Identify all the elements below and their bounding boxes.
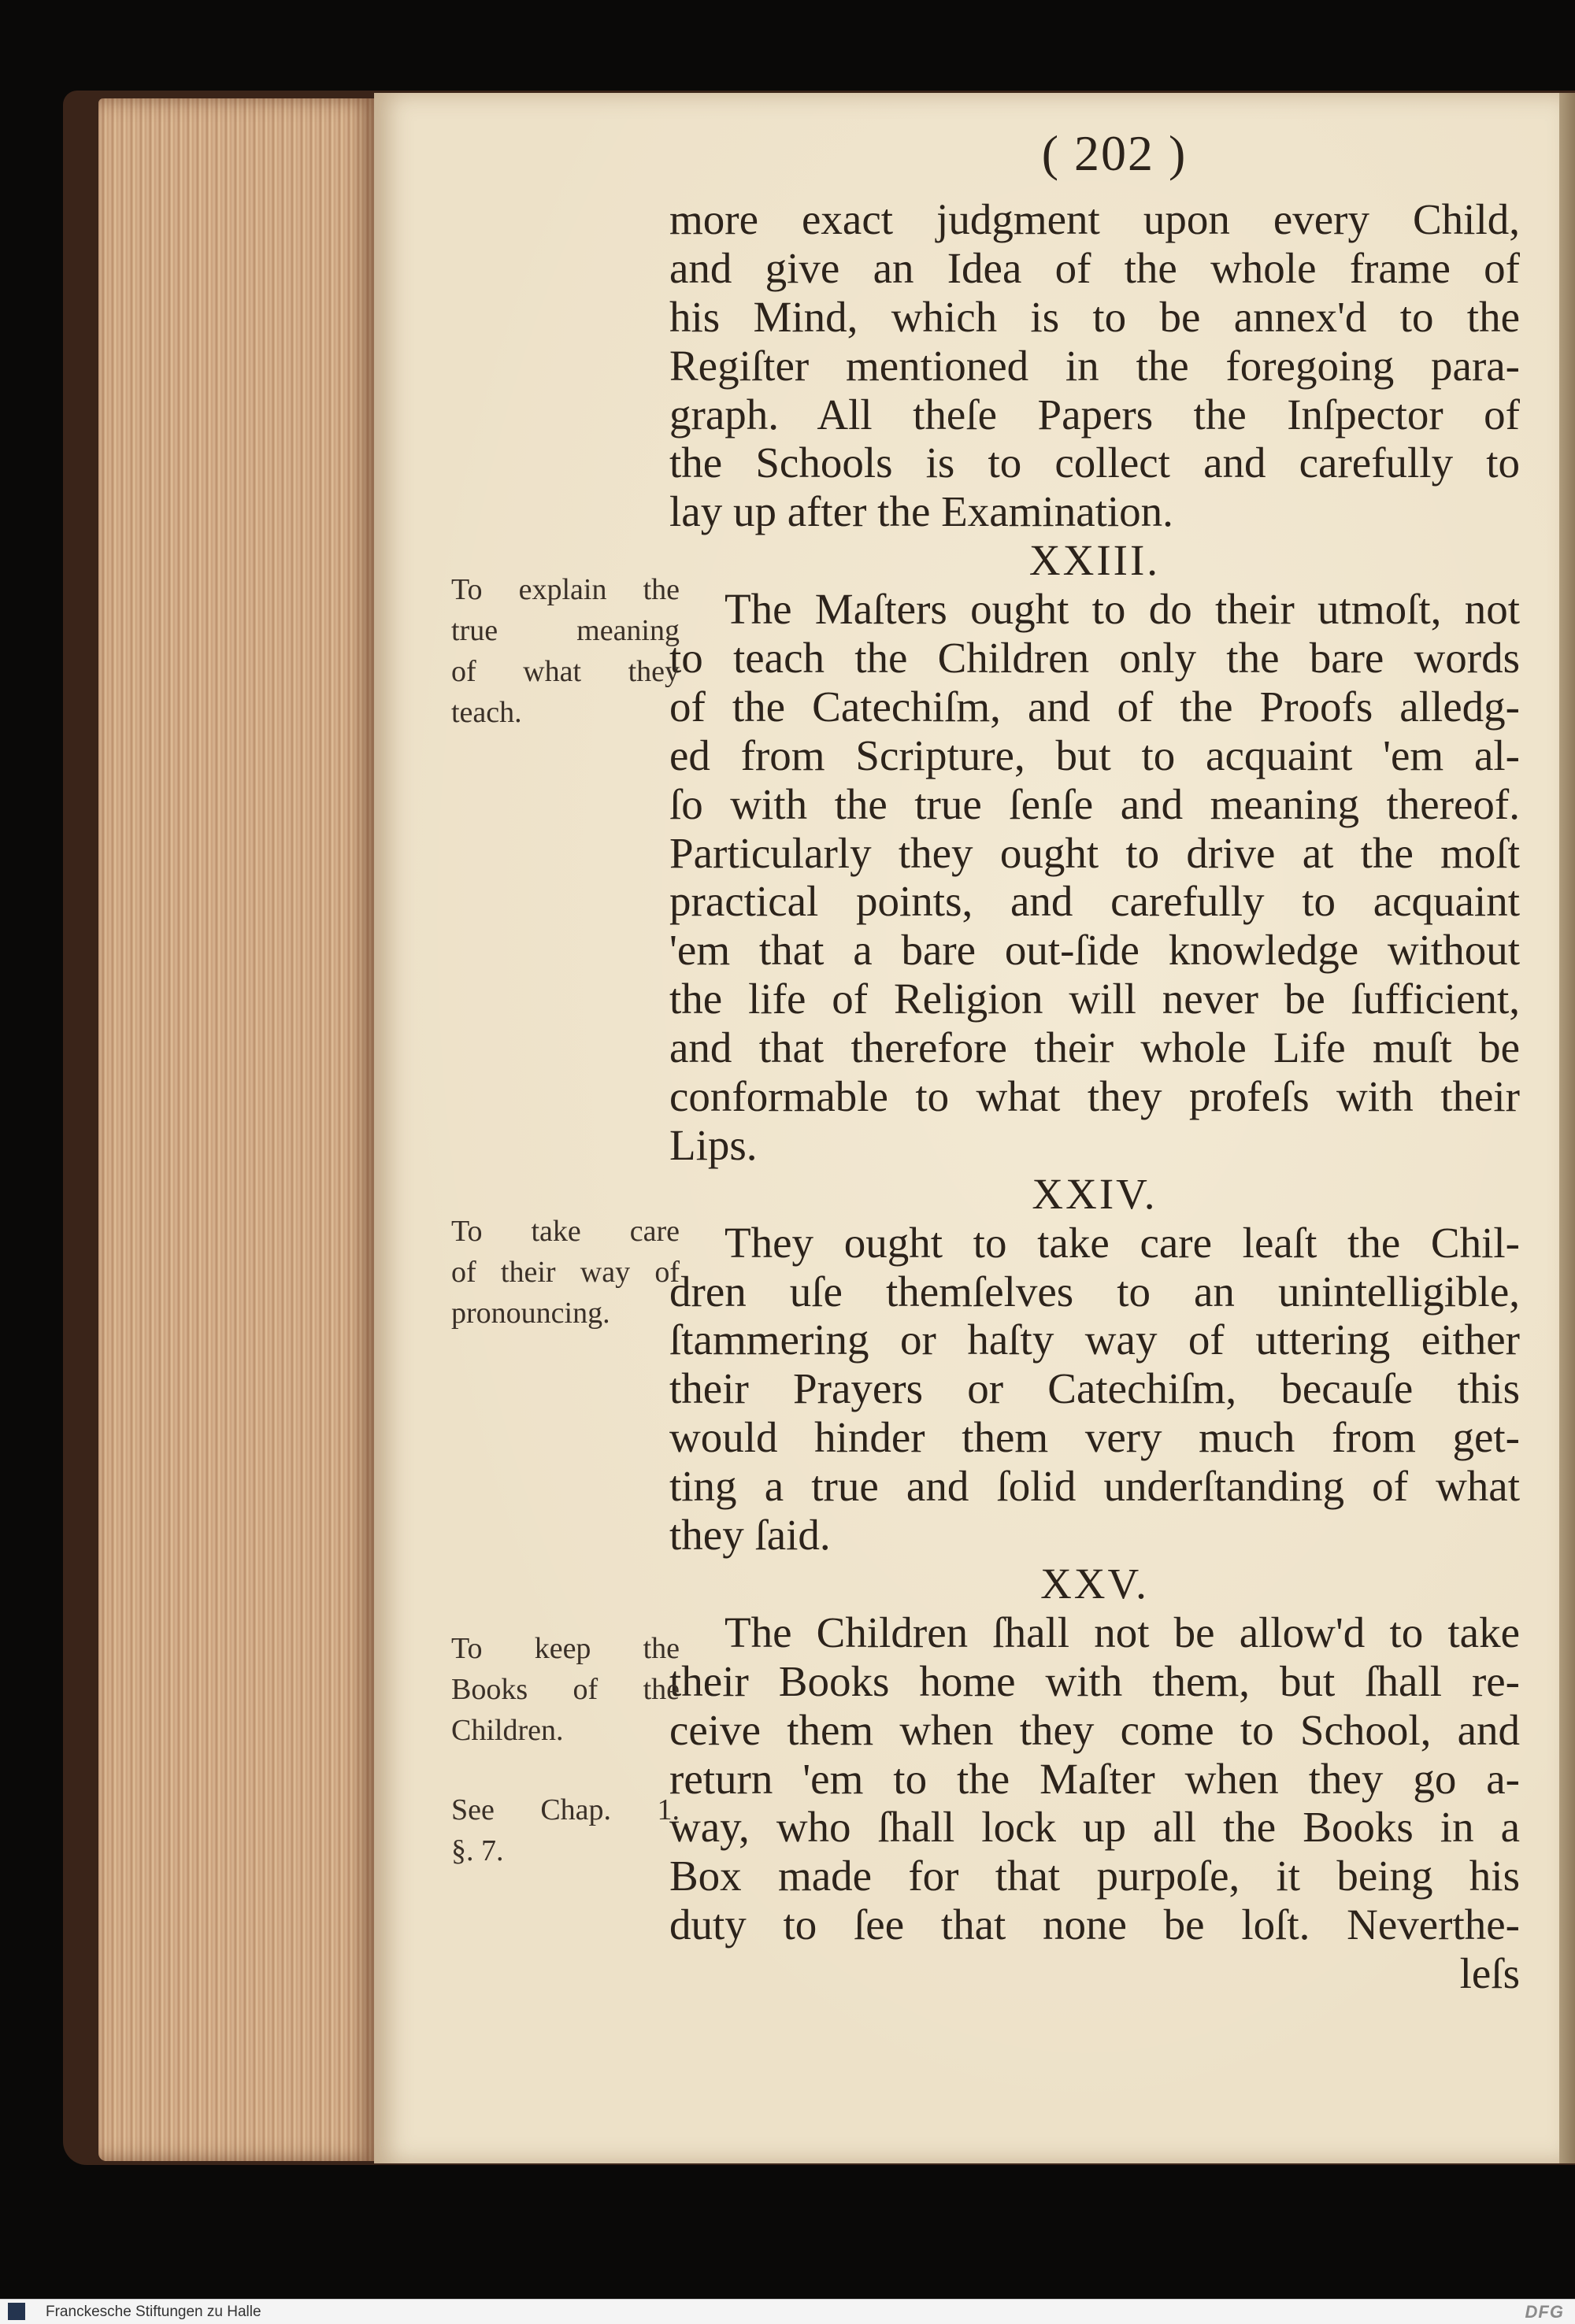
section-heading: XXIII. — [1028, 536, 1161, 585]
margin-note-line: true meaning — [451, 614, 680, 647]
text-line: dren uſe themſelves to an unintelligible, — [669, 1267, 1520, 1316]
margin-note-keep-books — [451, 1628, 680, 1751]
main-text — [669, 195, 1520, 1998]
viewer-footer — [0, 2299, 1575, 2324]
text-line: and that therefore their whole Life muſt be — [669, 1023, 1520, 1072]
text-line: Lips. — [669, 1120, 758, 1169]
text-line: ſo with the true ſenſe and meaning thereof. — [669, 779, 1520, 828]
margin-note-line: To keep the — [451, 1632, 680, 1665]
section-heading: XXIV. — [1032, 1169, 1158, 1218]
text-line: Particularly they ought to drive at the moſt — [669, 828, 1520, 877]
margin-cross-reference — [451, 1789, 680, 1871]
section-heading: XXV. — [1040, 1559, 1149, 1608]
book-page — [374, 93, 1559, 2163]
text-line: practical points, and carefully to acquaint — [669, 877, 1520, 926]
text-line: Box made for that purpoſe, it being his — [669, 1852, 1520, 1900]
institution-name: Franckesche Stiftungen zu Halle — [46, 2304, 261, 2320]
text-line: 'em that a bare out-ſide knowledge without — [669, 926, 1520, 975]
margin-note-line: §. 7. — [451, 1834, 504, 1867]
text-line: They ought to take care leaſt the Chil- — [724, 1218, 1520, 1267]
text-line: his Mind, which is to be annex'd to the — [669, 292, 1520, 341]
text-line: way, who ſhall lock up all the Books in a — [669, 1803, 1520, 1852]
text-line: ed from Scripture, but to acquaint 'em al- — [669, 731, 1520, 779]
margin-note-line: of their way of — [451, 1256, 680, 1289]
margin-note-pronouncing — [451, 1211, 680, 1334]
text-line: to teach the Children only the bare words — [669, 634, 1520, 683]
text-line: return 'em to the Maſter when they go a- — [669, 1754, 1520, 1803]
margin-note-line: teach. — [451, 696, 522, 729]
margin-note-explain-meaning — [451, 569, 680, 733]
text-line: The Children ſhall not be allow'd to take — [724, 1608, 1520, 1656]
page-edges — [98, 98, 374, 2161]
text-line: their Prayers or Catechiſm, becauſe this — [669, 1364, 1520, 1413]
text-line: ſtammering or haſty way of uttering either — [669, 1316, 1520, 1364]
margin-note-line: Children. — [451, 1714, 564, 1747]
dfg-logo: DFG — [1525, 2302, 1564, 2322]
text-line: of the Catechiſm, and of the Proofs alledg- — [669, 682, 1520, 731]
text-line: The Maſters ought to do their utmoſt, not — [724, 585, 1520, 634]
text-line: graph. All theſe Papers the Inſpector of — [669, 390, 1520, 439]
text-line: Regiſter mentioned in the foregoing para- — [669, 341, 1520, 390]
margin-note-line: To explain the — [451, 573, 680, 606]
margin-note-line: of what they — [451, 655, 680, 688]
text-line: their Books home with them, but ſhall re- — [669, 1656, 1520, 1705]
text-line: duty to ſee that none be loſt. Neverthe- — [669, 1900, 1520, 1949]
text-line: lay up after the Examination. — [669, 487, 1173, 536]
text-line: conformable to what they profeſs with their — [669, 1072, 1520, 1121]
margin-note-line: Books of the — [451, 1673, 680, 1706]
institution-logo-icon — [8, 2303, 25, 2320]
text-line: ting a true and ſolid underſtanding of what — [669, 1462, 1520, 1511]
text-line: and give an Idea of the whole frame of — [669, 243, 1520, 292]
text-line: the Schools is to collect and carefully to — [669, 439, 1520, 487]
margin-note-line: To take care — [451, 1215, 680, 1248]
page-number: ( 202 ) — [1041, 125, 1188, 181]
margin-note-line: See Chap. 1. — [451, 1793, 680, 1826]
text-line: would hinder them very much from get- — [669, 1413, 1520, 1462]
text-line: they ſaid. — [669, 1511, 831, 1560]
catchword: leſs — [1459, 1949, 1520, 1998]
text-line: ceive them when they come to School, and — [669, 1705, 1520, 1754]
text-line: more exact judgment upon every Child, — [669, 195, 1520, 243]
margin-note-line: pronouncing. — [451, 1297, 610, 1330]
text-line: the life of Religion will never be ſufficient, — [669, 975, 1520, 1023]
